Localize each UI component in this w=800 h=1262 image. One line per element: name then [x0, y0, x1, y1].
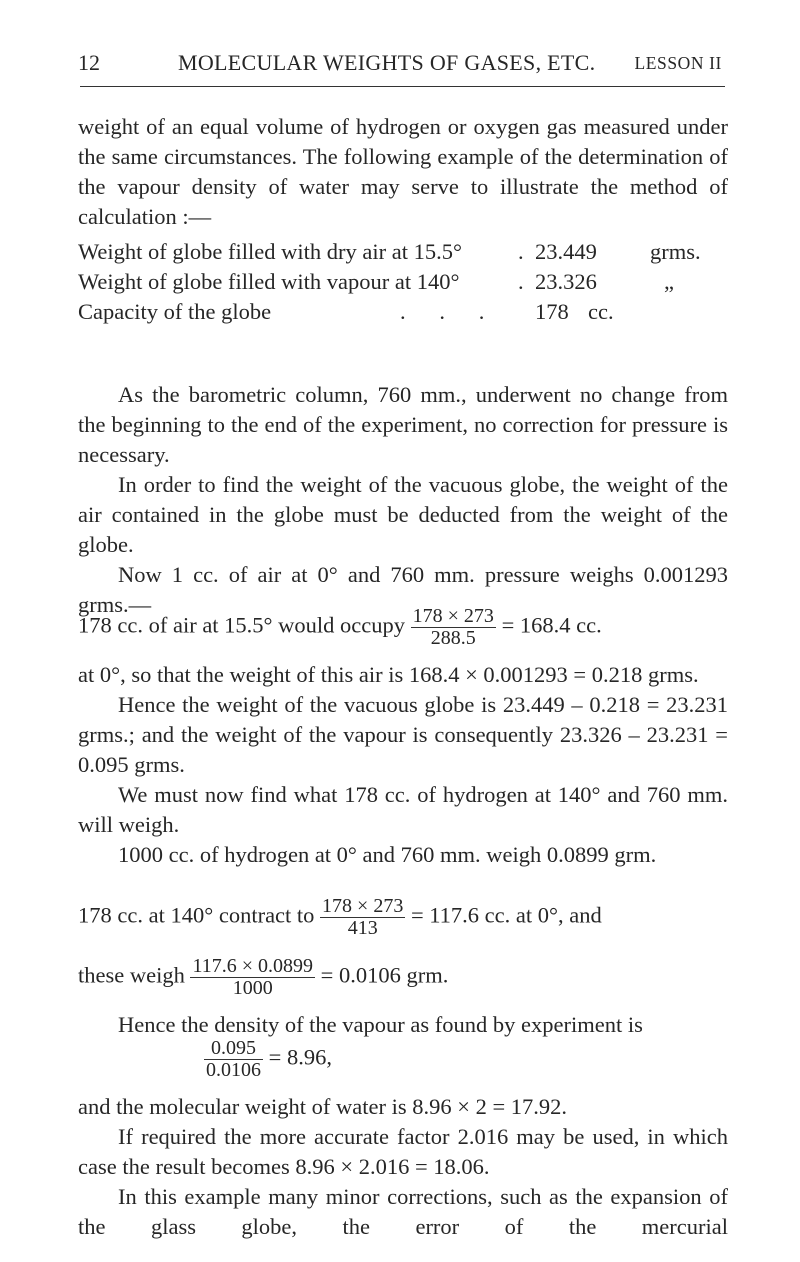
- row-value: 23.449: [535, 239, 597, 264]
- fraction: [190, 956, 315, 999]
- paragraph-air-weight-result: at 0°, so that the weight of this air is 168.4 × 0.001293 = 0.218 grms.: [78, 662, 699, 687]
- equation-result: = 117.6 cc. at 0°, and: [410, 902, 602, 928]
- header-rule: [80, 86, 725, 87]
- row-value: 178: [535, 299, 569, 324]
- page-header: [78, 50, 722, 80]
- fraction-numerator: 117.6 × 0.0899: [192, 955, 314, 977]
- text-block-bottom: [78, 1092, 728, 1242]
- text-block-middle: [78, 380, 728, 620]
- equation-air-volume: [78, 606, 728, 649]
- paragraph-vapour-weight: Hence the weight of the vacuous globe is 23.449 – 0.218 = 23.231 grms.; and the weight of the vapour is consequently 23.326 – 23.231 = 0.095 grms.: [78, 692, 728, 777]
- text-block-calc: [78, 660, 728, 870]
- fraction-denominator: 413: [320, 917, 405, 939]
- paragraph-accurate-factor: If required the more accurate factor 2.016 may be used, in which case the result becomes 8.96 × 2.016 = 18.06.: [78, 1124, 728, 1179]
- fraction-denominator: 1000: [190, 977, 315, 999]
- paragraph-air-weight: Now 1 cc. of air at 0° and 760 mm. pressure weighs 0.001293 grms.—: [78, 562, 728, 617]
- running-title: MOLECULAR WEIGHTS OF GASES, ETC.: [178, 50, 596, 75]
- equation-lead: 178 cc. of air at 15.5° would occupy: [78, 612, 406, 638]
- page-number: 12: [78, 50, 100, 75]
- paragraph-intro: weight of an equal volume of hydrogen or oxygen gas measured under the same circumstances. The following example of the determination of the vapour density of water may serve to illustrate the method of calculation :—: [78, 114, 728, 229]
- row-unit: cc.: [588, 299, 614, 324]
- fraction: [411, 606, 496, 649]
- row-value: 23.326: [535, 269, 597, 294]
- row-leader: .: [518, 239, 524, 264]
- paragraph-barometric: As the barometric column, 760 mm., underwent no change from the beginning to the end of the experiment, no correction for pressure is necessary.: [78, 382, 728, 467]
- fraction-denominator: 288.5: [411, 627, 496, 649]
- fraction: [320, 896, 405, 939]
- paragraph-density: Hence the density of the vapour as found by experiment is: [118, 1012, 643, 1037]
- row-label: Capacity of the globe: [78, 299, 272, 324]
- row-leader: . . .: [400, 299, 485, 324]
- text-block-density: [78, 1010, 728, 1040]
- paragraph-vacuous-globe: In order to find the weight of the vacuous globe, the weight of the air contained in the globe must be deducted from the weight of the globe.: [78, 472, 728, 557]
- lesson-label: LESSON II: [634, 53, 722, 73]
- fraction-denominator: 0.0106: [206, 1059, 261, 1081]
- equation-hydrogen-weight: [78, 956, 448, 999]
- data-table: [78, 239, 728, 329]
- row-unit: grms.: [650, 239, 701, 264]
- fraction-numerator: 178 × 273: [322, 895, 404, 917]
- equation-result: = 168.4 cc.: [501, 612, 602, 638]
- equation-result: = 8.96,: [268, 1044, 332, 1070]
- paragraph-corrections: In this example many minor corrections, such as the expansion of the glass globe, the error of the mercurial: [78, 1184, 728, 1239]
- row-label: Weight of globe filled with vapour at 140°: [78, 269, 460, 294]
- equation-lead: 178 cc. at 140° contract to: [78, 902, 315, 928]
- table-row: [78, 299, 728, 329]
- equation-lead: these weigh: [78, 962, 185, 988]
- table-row: [78, 239, 728, 269]
- fraction: [204, 1038, 263, 1081]
- equation-hydrogen-volume: [78, 896, 602, 939]
- equation-result: = 0.0106 grm.: [320, 962, 449, 988]
- row-leader: .: [518, 269, 524, 294]
- paragraph-molecular-weight: and the molecular weight of water is 8.96 × 2 = 17.92.: [78, 1094, 568, 1119]
- text-block-top: [78, 112, 728, 232]
- equation-density: [204, 1038, 332, 1081]
- row-label: Weight of globe filled with dry air at 15.5°: [78, 239, 462, 264]
- row-unit: „: [664, 269, 674, 294]
- paragraph-hydrogen-question: We must now find what 178 cc. of hydrogen at 140° and 760 mm. will weigh.: [78, 782, 728, 837]
- fraction-numerator: 0.095: [211, 1037, 256, 1059]
- fraction-numerator: 178 × 273: [412, 605, 494, 627]
- paragraph-hydrogen-weight: 1000 cc. of hydrogen at 0° and 760 mm. weigh 0.0899 grm.: [118, 842, 657, 867]
- table-row: [78, 269, 728, 299]
